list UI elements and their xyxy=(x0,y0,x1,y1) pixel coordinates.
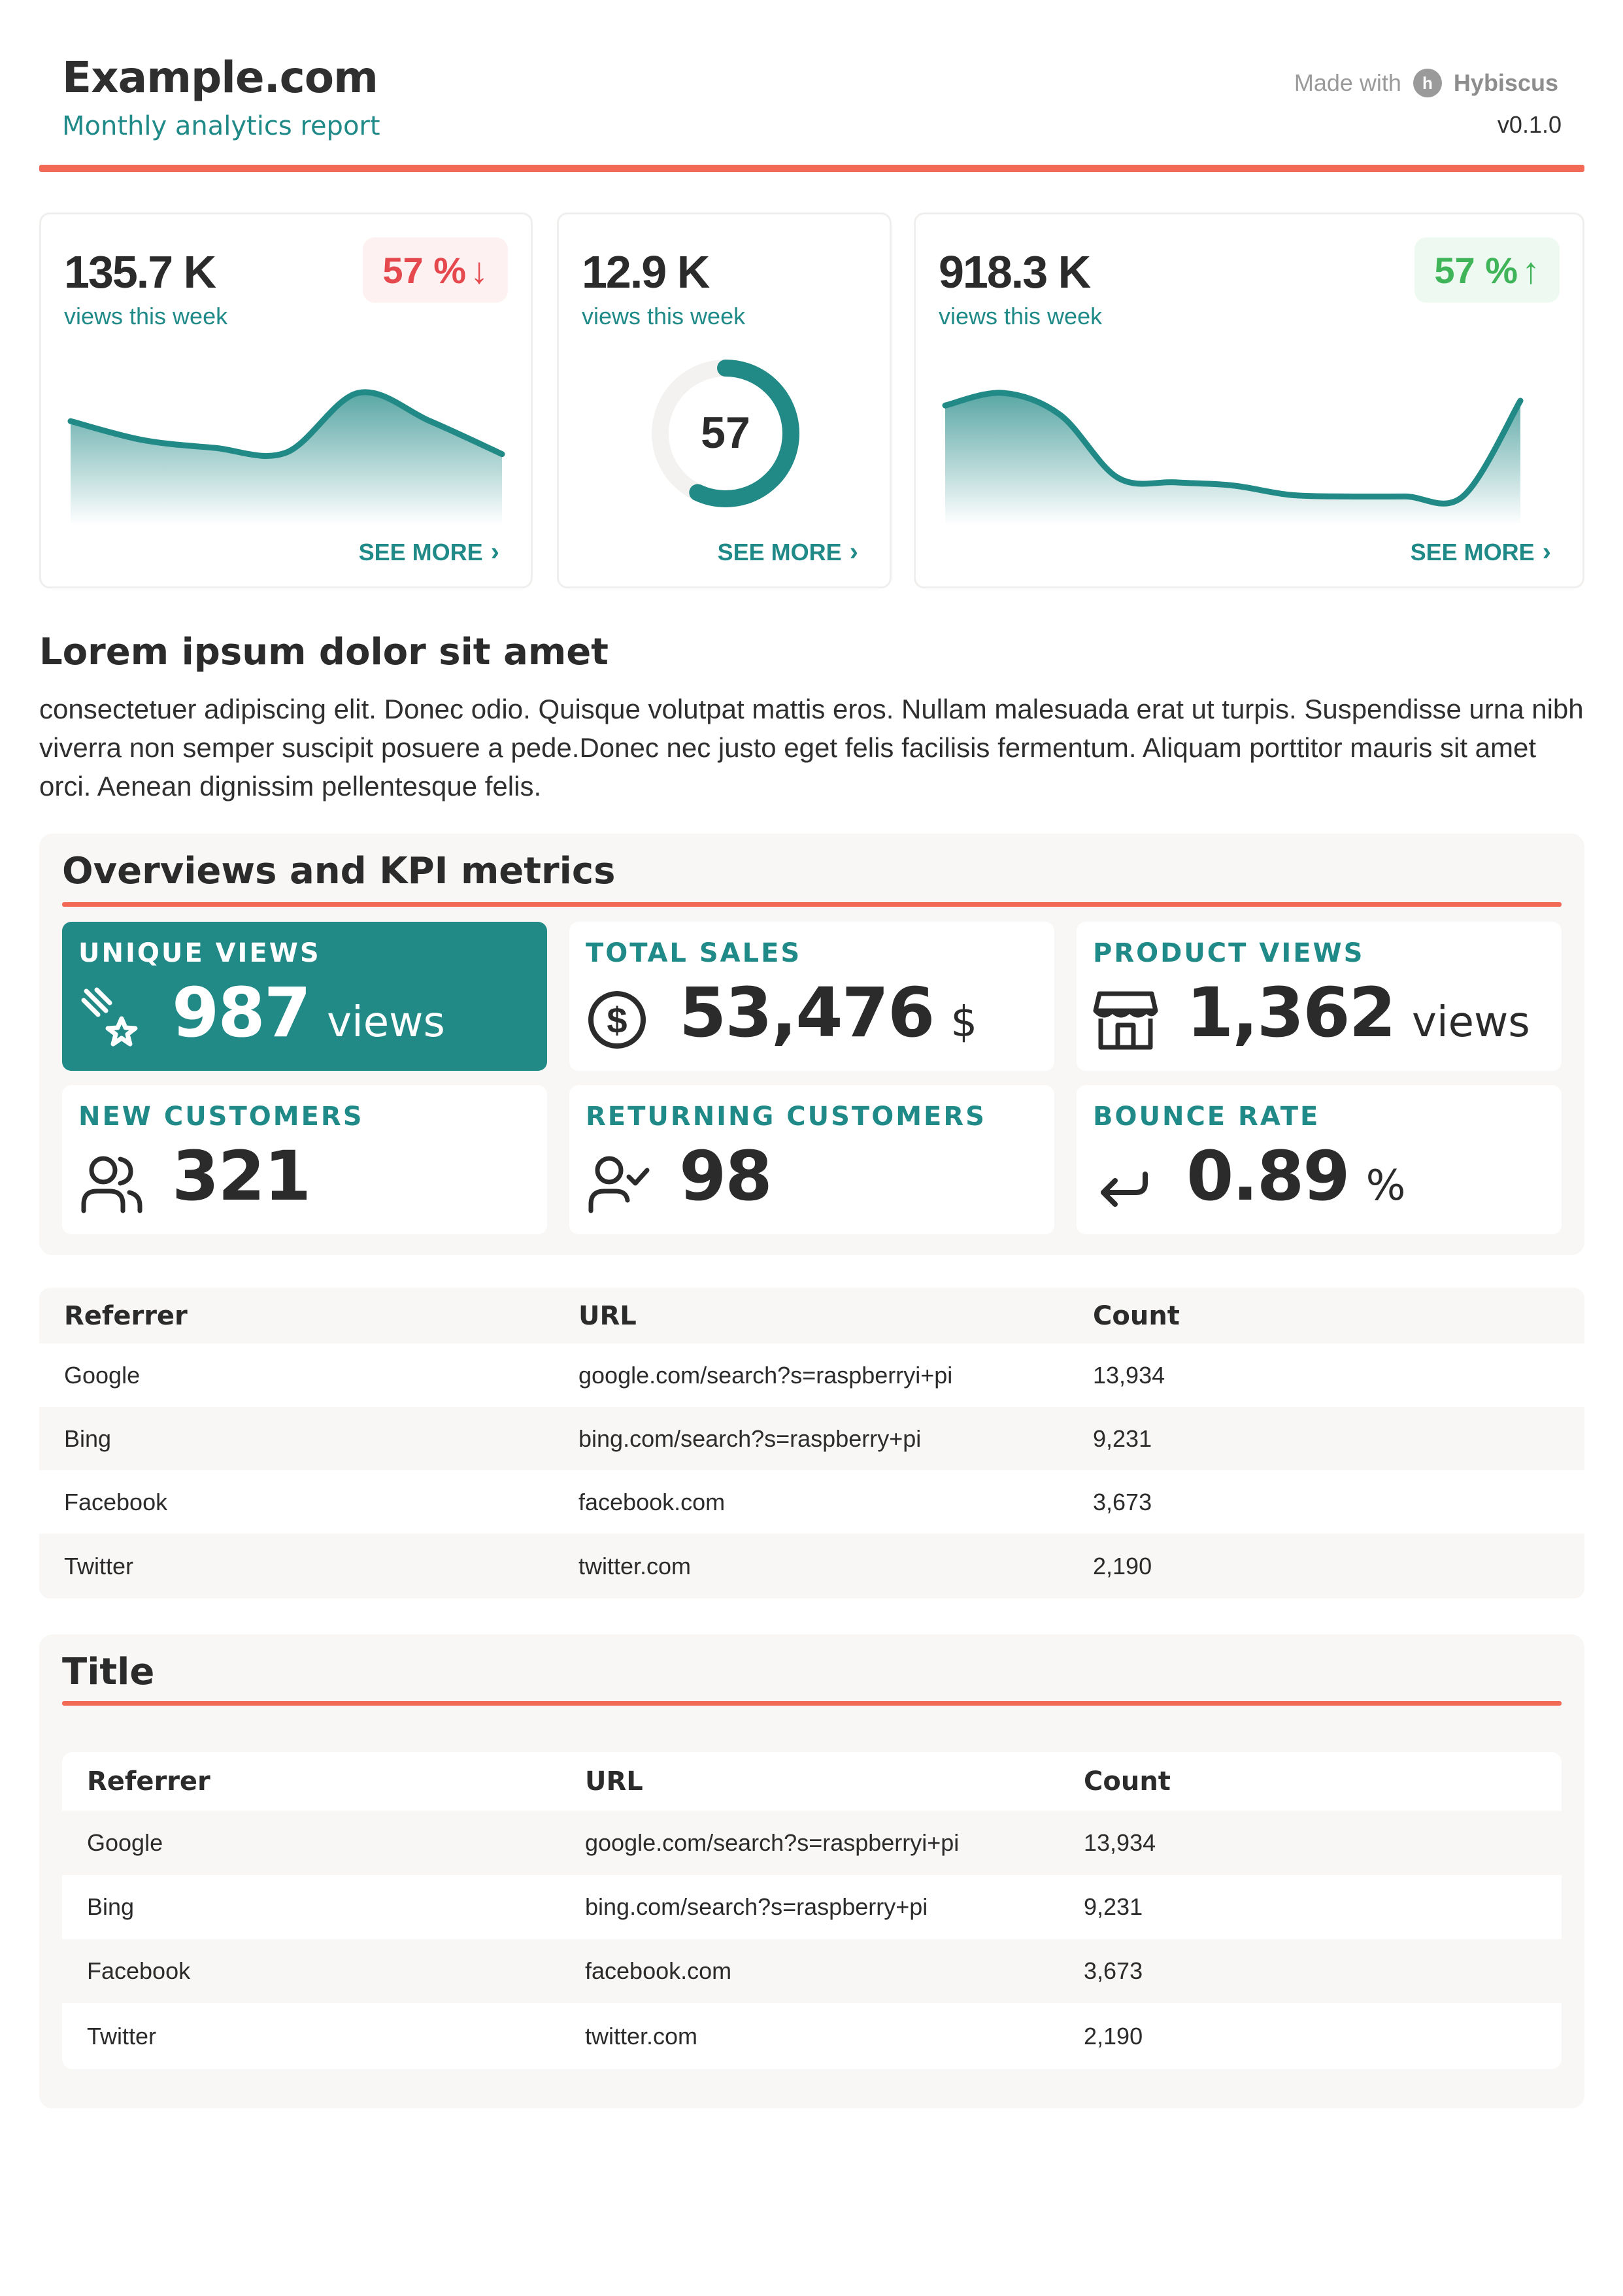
kpi-value: 321 xyxy=(172,1136,310,1216)
kpi-label: TOTAL SALES xyxy=(586,938,802,968)
chevron-right-icon: › xyxy=(490,537,499,566)
hybiscus-logo-icon: h xyxy=(1413,69,1442,97)
title-panel-heading: Title xyxy=(62,1651,155,1693)
kpi-value-group xyxy=(1186,973,1530,1053)
stat-card-3 xyxy=(914,212,1584,588)
cell-url: google.com/search?s=raspberryi+pi xyxy=(585,1829,960,1856)
cell-referrer: Bing xyxy=(64,1425,112,1452)
kpi-label: PRODUCT VIEWS xyxy=(1093,938,1365,968)
table-header-row xyxy=(39,1288,1584,1343)
stat-value: 918.3 K xyxy=(939,246,1090,297)
version-label: v0.1.0 xyxy=(1497,111,1562,138)
arrow-up-icon: ↑ xyxy=(1522,249,1540,291)
stat-card-1 xyxy=(39,212,533,588)
cell-count: 3,673 xyxy=(1093,1488,1152,1515)
cell-referrer: Google xyxy=(87,1829,163,1856)
kpi-value: 53,476 xyxy=(679,973,934,1053)
table-header-row xyxy=(62,1752,1562,1811)
table-row xyxy=(39,1534,1584,1598)
donut-gauge xyxy=(647,355,804,512)
cell-url: bing.com/search?s=raspberry+pi xyxy=(578,1425,922,1452)
table-row xyxy=(62,1811,1562,1875)
referrer-table xyxy=(39,1288,1584,1598)
kpi-value-group xyxy=(172,973,445,1053)
kpi-value: 98 xyxy=(679,1136,771,1216)
see-more-link[interactable] xyxy=(1411,537,1551,567)
cell-referrer: Twitter xyxy=(64,1552,134,1579)
kpi-value: 0.89 xyxy=(1186,1136,1349,1216)
table-row xyxy=(62,1939,1562,2003)
see-more-label: SEE MORE xyxy=(717,538,842,566)
kpi-value-group xyxy=(679,973,977,1053)
user-check-icon xyxy=(586,1151,651,1216)
see-more-label: SEE MORE xyxy=(358,538,483,566)
see-more-link[interactable] xyxy=(718,537,858,567)
users-icon xyxy=(78,1151,144,1216)
stat-value: 12.9 K xyxy=(582,246,709,297)
kpi-label: UNIQUE VIEWS xyxy=(78,938,321,968)
cell-url: facebook.com xyxy=(578,1488,726,1515)
trend-badge-up xyxy=(1414,237,1560,303)
kpi-unique-views xyxy=(62,922,547,1071)
kpi-new-customers xyxy=(62,1085,547,1234)
cell-url: twitter.com xyxy=(578,1552,692,1579)
arrow-down-icon: ↓ xyxy=(470,249,488,291)
kpi-value-group xyxy=(172,1136,327,1216)
hybiscus-brand: Hybiscus xyxy=(1453,69,1558,96)
table-row xyxy=(39,1343,1584,1407)
title-panel-table xyxy=(62,1752,1562,2069)
title-panel xyxy=(39,1634,1584,2108)
sparkle-star-icon xyxy=(78,987,144,1053)
sparkline-chart-2 xyxy=(939,355,1527,525)
return-arrow-icon xyxy=(1093,1151,1158,1216)
kpi-label: RETURNING CUSTOMERS xyxy=(586,1102,986,1132)
title-panel-divider xyxy=(62,1701,1562,1706)
kpi-unit: views xyxy=(327,998,445,1047)
intro-heading: Lorem ipsum dolor sit amet xyxy=(39,631,609,673)
column-header: URL xyxy=(578,1300,637,1331)
stat-label: views this week xyxy=(582,303,746,329)
cell-referrer: Google xyxy=(64,1361,141,1389)
cell-count: 2,190 xyxy=(1093,1552,1152,1579)
kpi-panel-title: Overviews and KPI metrics xyxy=(62,850,616,892)
trend-value: 57 % xyxy=(1434,249,1518,291)
trend-badge-down xyxy=(363,237,508,303)
kpi-label: NEW CUSTOMERS xyxy=(78,1102,364,1132)
cell-url: facebook.com xyxy=(585,1957,732,1984)
made-with-credit xyxy=(1294,69,1558,97)
table-row xyxy=(39,1407,1584,1470)
made-with-label: Made with xyxy=(1294,69,1401,96)
report-subtitle: Monthly analytics report xyxy=(62,111,380,141)
cell-count: 13,934 xyxy=(1093,1361,1165,1389)
stat-label: views this week xyxy=(64,303,228,329)
cell-referrer: Twitter xyxy=(87,2022,157,2050)
kpi-product-views xyxy=(1077,922,1562,1071)
cell-url: bing.com/search?s=raspberry+pi xyxy=(585,1893,928,1920)
storefront-icon xyxy=(1093,987,1158,1053)
see-more-label: SEE MORE xyxy=(1410,538,1535,566)
table-row xyxy=(62,1875,1562,1939)
gauge-value: 57 xyxy=(701,408,750,458)
intro-paragraph: consectetuer adipiscing elit. Donec odio. Quisque volutpat mattis eros. Nullam malesuada erat ut turpis. Suspendisse urna nibh viverra non semper suscipit posuere a pede.Donec nec justo eget felis facilisis fermentum. Aliquam porttitor mauris sit amet orci. Aenean dignissim pellentesque felis. xyxy=(39,694,1584,802)
cell-referrer: Bing xyxy=(87,1893,135,1920)
cell-count: 3,673 xyxy=(1084,1957,1143,1984)
column-header: Referrer xyxy=(64,1300,188,1331)
table-row xyxy=(39,1470,1584,1534)
column-header: Count xyxy=(1084,1766,1171,1797)
kpi-value: 987 xyxy=(172,973,310,1053)
cell-count: 2,190 xyxy=(1084,2022,1143,2050)
cell-referrer: Facebook xyxy=(87,1957,191,1984)
report-page xyxy=(39,0,1584,2296)
chevron-right-icon: › xyxy=(1542,537,1551,566)
kpi-value: 1,362 xyxy=(1186,973,1395,1053)
trend-value: 57 % xyxy=(382,249,466,291)
column-header: Count xyxy=(1093,1300,1180,1331)
kpi-label: BOUNCE RATE xyxy=(1093,1102,1320,1132)
cell-count: 9,231 xyxy=(1093,1425,1152,1452)
kpi-unit: % xyxy=(1365,1162,1406,1210)
kpi-unit: $ xyxy=(950,998,978,1047)
sparkline-chart-1 xyxy=(64,355,509,525)
column-header: URL xyxy=(585,1766,643,1797)
kpi-value-group xyxy=(679,1136,788,1216)
table-row xyxy=(62,2003,1562,2069)
stat-label: views this week xyxy=(939,303,1103,329)
chevron-right-icon: › xyxy=(849,537,858,566)
cell-count: 9,231 xyxy=(1084,1893,1143,1920)
stat-value: 135.7 K xyxy=(64,246,216,297)
cell-referrer: Facebook xyxy=(64,1488,168,1515)
cell-url: twitter.com xyxy=(585,2022,698,2050)
kpi-bounce-rate xyxy=(1077,1085,1562,1234)
svg-text:$: $ xyxy=(607,1000,627,1041)
header-divider xyxy=(39,165,1584,172)
kpi-returning-customers xyxy=(569,1085,1054,1234)
kpi-unit: views xyxy=(1411,998,1530,1047)
kpi-panel-divider xyxy=(62,902,1562,907)
stat-card-2 xyxy=(557,212,892,588)
cell-url: google.com/search?s=raspberryi+pi xyxy=(578,1361,953,1389)
report-title: Example.com xyxy=(62,52,378,103)
sparkline-area xyxy=(71,392,502,525)
column-header: Referrer xyxy=(87,1766,210,1797)
kpi-value-group xyxy=(1186,1136,1405,1216)
dollar-coin-icon xyxy=(586,987,651,1053)
see-more-link[interactable] xyxy=(359,537,499,567)
cell-count: 13,934 xyxy=(1084,1829,1156,1856)
kpi-total-sales xyxy=(569,922,1054,1071)
kpi-panel xyxy=(39,834,1584,1255)
